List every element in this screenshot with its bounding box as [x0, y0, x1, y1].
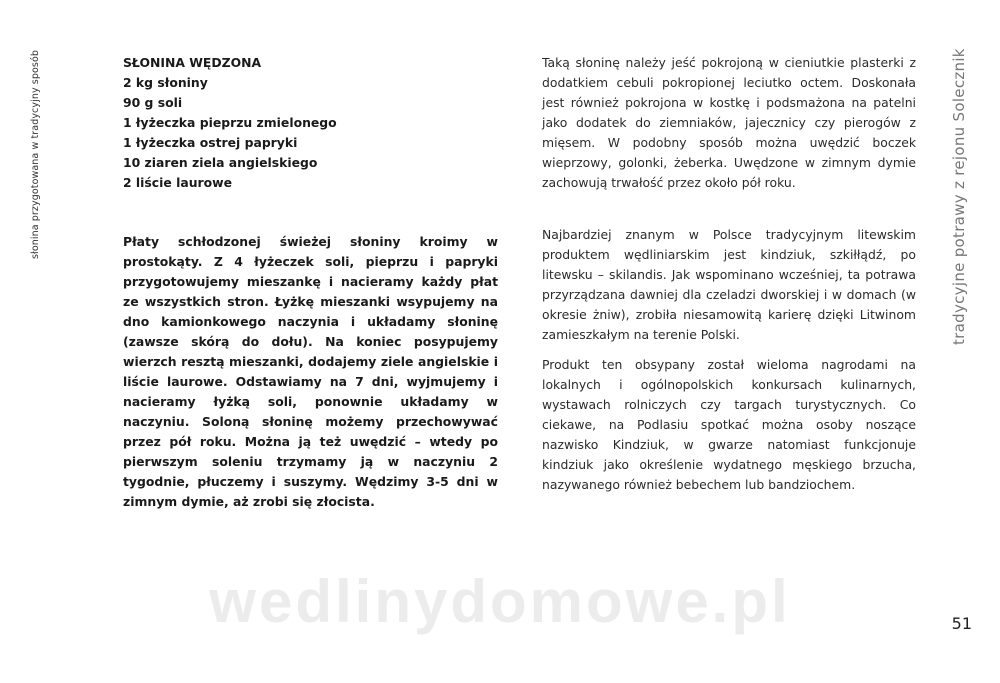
ingredient-item: 2 liście laurowe	[123, 175, 233, 190]
running-header-left: słonina przygotowana w tradycyjny sposób	[30, 50, 41, 259]
recipe-title: SŁONINA WĘDZONA	[123, 55, 262, 70]
page-number: 51	[951, 614, 972, 633]
article-column	[542, 53, 916, 495]
article-paragraph-2: Najbardziej znanym w Polsce tradycyjnym litewskim produktem wędliniarskim jest kindziuk, szkiłłądź, po litewsku – skilandis. Jak wspominano wcześniej, ta potrawa przyrządzana dawniej dla czeladzi dworskiej i w domach (w okresie żniw), zrobiła niesamowitą karierę dzięki Litwinom zamieszkałym na terenie Polski.	[542, 227, 916, 342]
ingredient-item: 1 łyżeczka ostrej papryki	[123, 135, 298, 150]
ingredient-item: 1 łyżeczka pieprzu zmielonego	[123, 115, 337, 130]
running-header-right: tradycyjne potrawy z rejonu Solecznik	[950, 48, 968, 345]
recipe-instructions: Płaty schłodzonej świeżej słoniny kroimy w prostokąty. Z 4 łyżeczek soli, pieprzu i papryki przygotowujemy mieszankę i nacieramy każdy płat ze wszystkich stron. Łyżkę mieszanki wsypujemy na dno kamionkowego naczynia i układamy słoninę (zawsze skórą do dołu). Na koniec posypujemy wierzch resztą mieszanki, dodajemy ziele angielskie i liście laurowe. Odstawiamy na 7 dni, wyjmujemy i nacieramy łyżką soli, ponownie układamy w naczyniu. Soloną słoninę możemy przechowywać przez pół roku. Można ją też uwędzić – wtedy po pierwszym soleniu trzymamy ją w naczyniu 2 tygodnie, płuczemy i suszymy. Wędzimy 3-5 dni w zimnym dymie, aż zrobi się złocista.	[123, 234, 498, 509]
ingredient-item: 2 kg słoniny	[123, 75, 208, 90]
article-paragraph-3: Produkt ten obsypany został wieloma nagrodami na lokalnych i ogólnopolskich konkursach kulinarnych, wystawach rolniczych czy targach turystycznych. Co ciekawe, na Podlasiu spotkać można osoby noszące nazwisko Kindziuk, w gwarze natomiast funkcjonuje kindziuk jako określenie wydatnego męskiego brzucha, nazywanego również bebechem lub bandziochem.	[542, 357, 916, 492]
article-paragraph-1: Taką słoninę należy jeść pokrojoną w cieniutkie plasterki z dodatkiem cebuli pokropionej leciutko octem. Doskonała jest również pokrojona w kostkę i podsmażona na patelni jako dodatek do ziemniaków, jajecznicy czy pierogów z mięsem. W podobny sposób można uwędzić boczek wieprzowy, golonki, żeberka. Uwędzone w zimnym dymie zachowują trwałość przez około pół roku.	[542, 55, 916, 190]
ingredient-list	[123, 73, 498, 193]
ingredient-item: 90 g soli	[123, 95, 183, 110]
watermark: wedlinydomowe.pl	[209, 568, 791, 635]
ingredient-item: 10 ziaren ziela angielskiego	[123, 155, 318, 170]
recipe-column	[123, 53, 498, 512]
